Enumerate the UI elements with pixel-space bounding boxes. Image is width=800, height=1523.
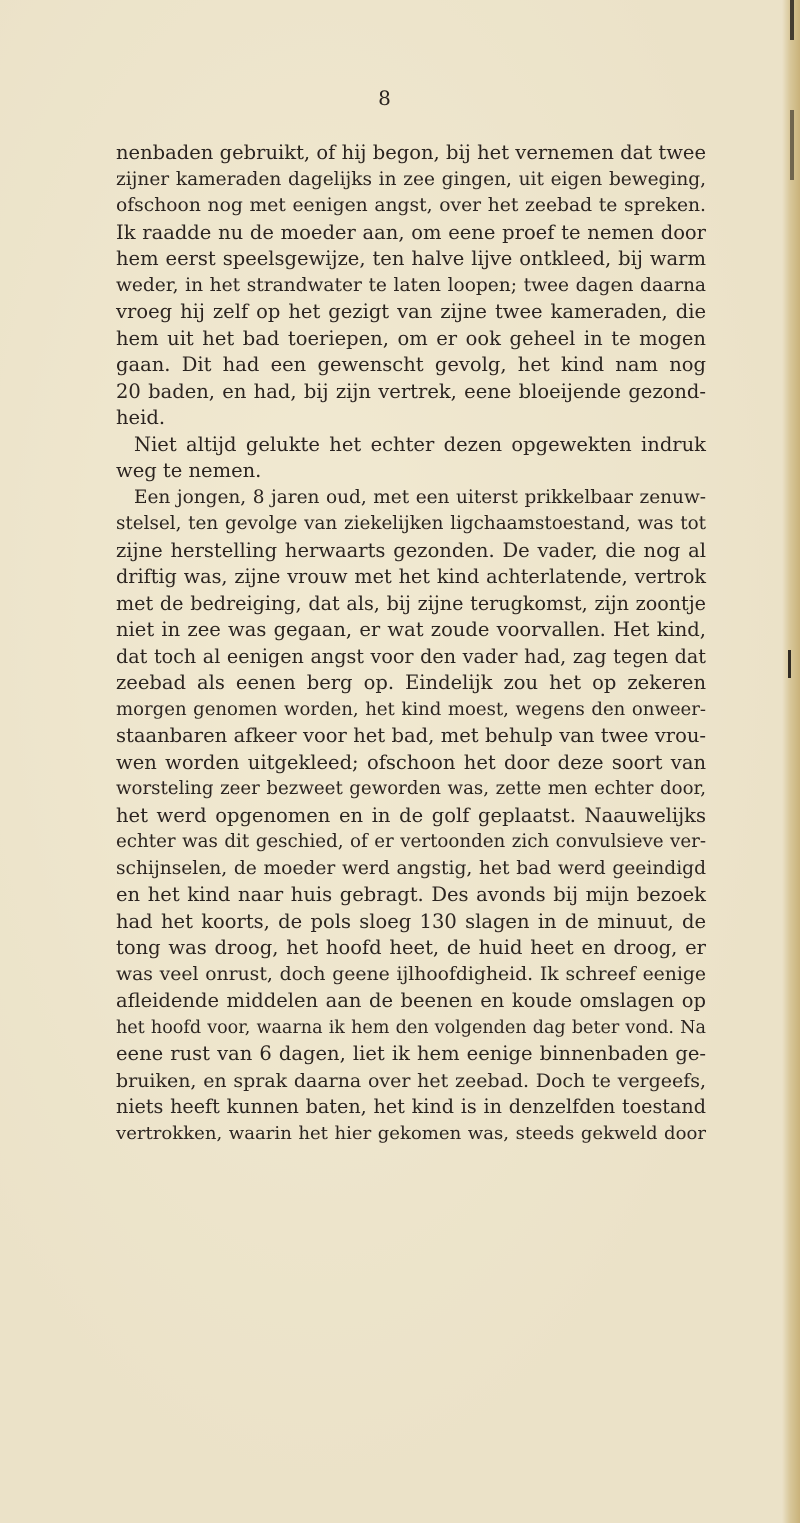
text-line: echter was dit geschied, of er vertoonden zich convulsieve ver- bbox=[116, 831, 706, 852]
text-line: Niet altijd gelukte het echter dezen opgewekten indruk bbox=[134, 432, 706, 456]
edge-mark bbox=[790, 110, 794, 180]
text-line: tong was droog, het hoofd heet, de huid heet en droog, er bbox=[116, 936, 706, 959]
text-line: nenbaden gebruikt, of hij begon, bij het vernemen dat twee bbox=[116, 141, 706, 164]
text-line: gaan. Dit had een gewenscht gevolg, het kind nam nog bbox=[116, 353, 706, 376]
text-line: had het koorts, de pols sloeg 130 slagen in de minuut, de bbox=[116, 909, 706, 933]
text-line: met de bedreiging, dat als, bij zijne terugkomst, zijn zoontje bbox=[116, 591, 706, 615]
text-line: hem eerst speelsgewijze, ten halve lijve ontkleed, bij warm bbox=[116, 247, 706, 270]
text-line: dat toch al eenigen angst voor den vader had, zag tegen dat bbox=[116, 644, 706, 668]
text-line: heid. bbox=[116, 406, 166, 429]
text-line: eene rust van 6 dagen, liet ik hem eenige binnenbaden ge- bbox=[116, 1042, 706, 1065]
text-line: weder, in het strandwater te laten loopen; twee dagen daarna bbox=[116, 274, 706, 296]
text-line: staanbaren afkeer voor het bad, met behulp van twee vrou- bbox=[116, 724, 706, 747]
text-line: Ik raadde nu de moeder aan, om eene proef te nemen door bbox=[116, 220, 706, 244]
text-line: niet in zee was gegaan, er wat zoude voorvallen. Het kind, bbox=[116, 618, 706, 641]
text-line: ofschoon nog met eenigen angst, over het zeebad te spreken. bbox=[116, 195, 706, 216]
text-line: morgen genomen worden, het kind moest, wegens den onweer- bbox=[116, 698, 706, 720]
text-line: vroeg hij zelf op het gezigt van zijne twee kameraden, die bbox=[116, 300, 706, 323]
text-line: het werd opgenomen en in de golf geplaatst. Naauwelijks bbox=[116, 803, 706, 827]
text-line: vertrokken, waarin het hier gekomen was, steeds gekweld door bbox=[116, 1122, 706, 1144]
text-line: zeebad als eenen berg op. Eindelijk zou het op zekeren bbox=[116, 671, 706, 694]
text-line: weg te nemen. bbox=[116, 459, 262, 482]
text-line: was veel onrust, doch geene ijlhoofdigheid. Ik schreef eenige bbox=[116, 963, 706, 985]
text-line: zijner kameraden dagelijks in zee gingen, uit eigen beweging, bbox=[116, 168, 706, 190]
page-edge-shadow bbox=[782, 0, 800, 1523]
text-line: Een jongen, 8 jaren oud, met een uiterst prikkelbaar zenuw- bbox=[134, 486, 706, 508]
text-line: bruiken, en sprak daarna over het zeebad. Doch te vergeefs, bbox=[116, 1069, 706, 1092]
text-line: wen worden uitgekleed; ofschoon het door deze soort van bbox=[116, 750, 706, 774]
text-line: schijnselen, de moeder werd angstig, het bad werd geeindigd bbox=[116, 857, 706, 879]
text-line: het hoofd voor, waarna ik hem den volgenden dag beter vond. Na bbox=[116, 1017, 706, 1038]
text-line: stelsel, ten gevolge van ziekelijken ligchaamstoestand, was tot bbox=[116, 513, 706, 534]
text-line: worsteling zeer bezweet geworden was, zette men echter door, bbox=[116, 778, 706, 799]
text-line: niets heeft kunnen baten, het kind is in denzelfden toestand bbox=[116, 1095, 706, 1118]
text-line: en het kind naar huis gebragt. Des avonds bij mijn bezoek bbox=[116, 883, 706, 906]
body-text bbox=[116, 140, 706, 1147]
edge-mark bbox=[790, 0, 794, 40]
text-line: 20 baden, en had, bij zijn vertrek, eene bloeijende gezond- bbox=[116, 379, 706, 403]
text-line: hem uit het bad toeriepen, om er ook geheel in te mogen bbox=[116, 326, 706, 350]
text-line: zijne herstelling herwaarts gezonden. De vader, die nog al bbox=[116, 538, 706, 562]
text-line: afleidende middelen aan de beenen en koude omslagen op bbox=[116, 989, 706, 1012]
text-line: driftig was, zijne vrouw met het kind achterlatende, vertrok bbox=[116, 565, 706, 588]
page-number: 8 bbox=[378, 86, 392, 110]
edge-mark bbox=[788, 650, 791, 678]
